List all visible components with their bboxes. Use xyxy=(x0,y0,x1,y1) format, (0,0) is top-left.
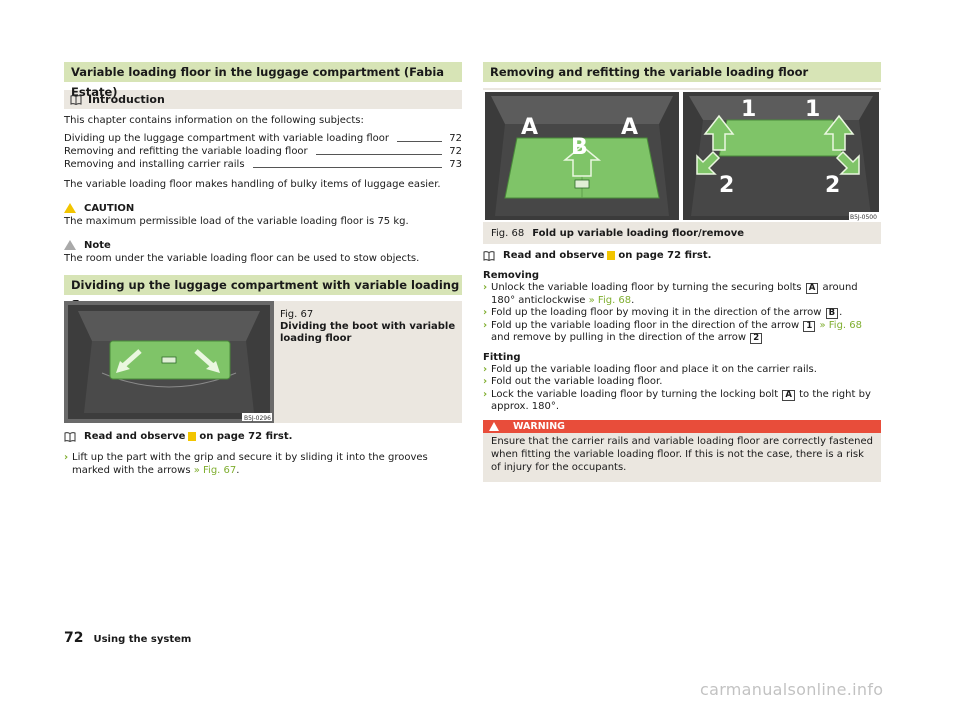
toc-page: 73 xyxy=(449,159,462,170)
toc-leader xyxy=(253,167,442,168)
fig68-label-a2: A xyxy=(621,115,639,140)
step-text: Fold up the variable loading floor in the direction of the arrow xyxy=(491,319,800,331)
read-observe-pre: Read and observe xyxy=(84,431,186,442)
note-label-row xyxy=(64,238,462,252)
caution-text: The maximum permissible load of the variable loading floor is 75 kg. xyxy=(64,216,409,227)
book-icon xyxy=(483,251,495,261)
bullet-chevron-icon: › xyxy=(483,319,488,331)
step-text: around 180° anticlockwise xyxy=(491,282,858,306)
caution-label-row xyxy=(64,201,462,215)
read-observe-right xyxy=(483,250,881,261)
step-end: . xyxy=(236,464,240,476)
toc-item[interactable] xyxy=(64,145,462,158)
step-text: to the right by approx. 180°. xyxy=(491,388,871,412)
caution-icon xyxy=(188,432,196,441)
page-footer xyxy=(64,630,191,646)
step-text: Fold out the variable loading floor. xyxy=(491,376,663,387)
fig67-link[interactable]: » Fig. 67 xyxy=(193,464,237,476)
read-observe-left xyxy=(64,431,462,442)
section-title-right: Removing and refitting the variable loading floor xyxy=(483,62,881,82)
fig67-number: Fig. 67 xyxy=(280,309,314,320)
book-icon xyxy=(70,95,82,105)
left-column xyxy=(64,62,462,477)
caution-icon xyxy=(64,203,76,213)
fig68-image xyxy=(483,90,881,222)
caution-icon xyxy=(607,251,615,260)
fig67-caption: Dividing the boot with variable loading floor xyxy=(280,321,456,344)
step-item xyxy=(483,389,881,414)
fig68-link[interactable]: » Fig. 68 xyxy=(819,319,863,331)
note-icon xyxy=(64,240,76,250)
toc-label: Removing and installing carrier rails xyxy=(64,159,245,170)
subsection-title: Dividing up the luggage compartment with variable loading xyxy=(64,275,462,295)
intro-heading: Introduction xyxy=(88,93,165,106)
step-text: Lock the variable loading floor by turning the locking bolt xyxy=(491,388,779,400)
fig68-label-2b: 2 xyxy=(825,173,841,198)
watermark: carmanualsonline.info xyxy=(700,680,884,699)
bullet-chevron-icon: › xyxy=(483,307,488,318)
step-item xyxy=(483,376,881,389)
fig68-code: B5J-0500 xyxy=(850,214,877,221)
toc-label: Removing and refitting the variable loading floor xyxy=(64,146,308,157)
fig68-caption: Fold up variable loading floor/remove xyxy=(532,227,745,239)
bullet-chevron-icon: › xyxy=(483,363,488,375)
page-number: 72 xyxy=(64,630,84,646)
fig68-number: Fig. 68 xyxy=(491,227,525,239)
right-column xyxy=(483,62,881,482)
intro-heading-bar xyxy=(64,90,462,109)
step-item xyxy=(483,364,881,377)
warning-label: WARNING xyxy=(513,420,565,432)
note-label: Note xyxy=(84,239,111,251)
fig68-label-b: B xyxy=(571,135,588,160)
step-item xyxy=(64,452,462,477)
step-text: Fold up the variable loading floor and place it on the carrier rails. xyxy=(491,363,817,375)
step-item: › Fold up the loading floor by moving it in the direction of the arrow B . xyxy=(483,307,843,318)
fig67-image xyxy=(64,301,274,423)
figure-68 xyxy=(483,88,881,244)
read-observe-post: on page 72 first. xyxy=(618,250,712,261)
label-box: B xyxy=(826,308,838,319)
fig68-caption-bar xyxy=(483,222,881,244)
handling-text: The variable loading floor makes handling of bulky items of luggage easier. xyxy=(64,179,441,190)
caution-label: CAUTION xyxy=(84,202,135,214)
toc-item[interactable] xyxy=(64,158,462,171)
label-box: 1 xyxy=(803,321,815,332)
step-item: › Unlock the variable loading floor by turning the securing bolts A around 180° anticlockwise » Fig. 68. xyxy=(483,282,858,306)
step-text: Lift up the part with the grip and secure it by sliding it into the grooves marked with the arrows xyxy=(72,452,428,476)
note-text: The room under the variable loading floor can be used to stow objects. xyxy=(64,253,420,264)
toc-list xyxy=(64,132,462,171)
step-text: and remove by pulling in the direction of the arrow xyxy=(491,332,747,343)
warning-box xyxy=(483,420,881,482)
removing-heading: Removing xyxy=(483,270,539,281)
bullet-chevron-icon: › xyxy=(64,452,69,463)
toc-leader xyxy=(316,154,442,155)
warning-text: Ensure that the carrier rails and variable loading floor are correctly fastened when fitting the variable loading floor. If this is not the case, there is a risk of injury for the occupants. xyxy=(491,435,873,473)
read-observe-pre: Read and observe xyxy=(503,250,605,261)
label-box: A xyxy=(806,283,819,294)
toc-leader xyxy=(397,141,442,142)
toc-label: Dividing up the luggage compartment with variable loading floor xyxy=(64,133,390,144)
fig67-code: B5J-0296 xyxy=(244,415,271,422)
figure-67 xyxy=(64,301,462,423)
bullet-chevron-icon: › xyxy=(483,282,488,293)
fig68-label-1: 1 xyxy=(741,97,757,122)
section-title: Variable loading floor in the luggage compartment (Fabia Estate) xyxy=(64,62,462,82)
fitting-heading: Fitting xyxy=(483,351,521,363)
fig67-caption-block xyxy=(274,301,462,423)
book-icon xyxy=(64,432,76,442)
label-box: 2 xyxy=(750,333,762,344)
fig68-label-1b: 1 xyxy=(805,97,821,122)
bullet-chevron-icon: › xyxy=(483,388,488,400)
bullet-chevron-icon: › xyxy=(483,376,488,387)
footer-section: Using the system xyxy=(93,634,192,645)
fig68-label-a: A xyxy=(521,115,539,140)
label-box: A xyxy=(782,390,795,401)
toc-item[interactable] xyxy=(64,132,462,145)
step-text: Unlock the variable loading floor by turning the securing bolts xyxy=(491,282,802,293)
read-observe-post: on page 72 first. xyxy=(199,431,293,442)
fig68-link[interactable]: » Fig. 68 xyxy=(588,294,632,306)
warning-header xyxy=(483,420,881,433)
warning-icon xyxy=(489,422,499,431)
toc-page: 72 xyxy=(449,146,462,157)
step-text: Fold up the loading floor by moving it in the direction of the arrow xyxy=(491,307,822,318)
fig68-label-2: 2 xyxy=(719,173,735,198)
toc-page: 72 xyxy=(449,133,462,144)
intro-text: This chapter contains information on the following subjects: xyxy=(64,115,364,126)
step-item xyxy=(483,320,881,345)
